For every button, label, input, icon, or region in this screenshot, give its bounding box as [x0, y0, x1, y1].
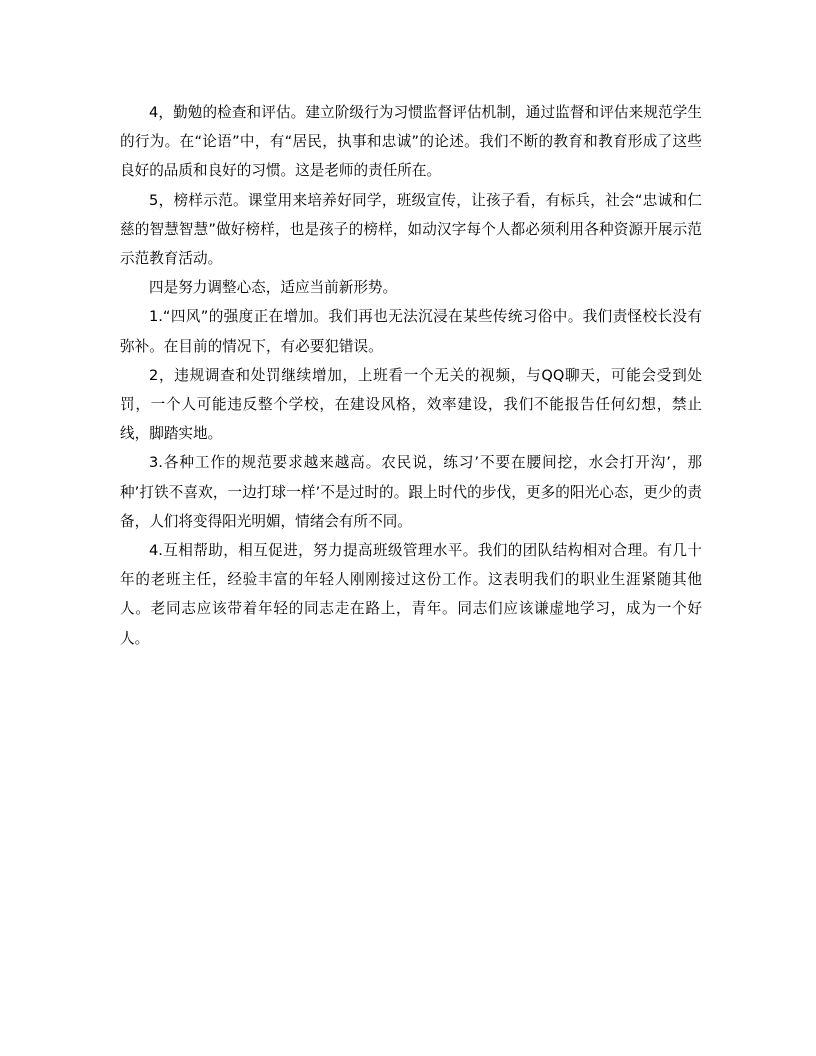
paragraph-violation-penalties: 2，违规调查和处罚继续增加，上班看一个无关的视频，与QQ聊天，可能会受到处罚，一个人可能违反整个学校，在建设风格，效率建设，我们不能报告任何幻想，禁止线，脚踏实地。: [120, 366, 702, 443]
document-body: [120, 98, 702, 653]
paragraph-four-winds: 1.“四风”的强度正在增加。我们再也无法沉浸在某些传统习俗中。我们责怪校长没有弥补。在目前的情况下，有必要犯错误。: [120, 308, 702, 355]
paragraph-mutual-help: 4.互相帮助，相互促进，努力提高班级管理水平。我们的团队结构相对合理。有几十年的老班主任，经验丰富的年轻人刚刚接过这份工作。这表明我们的职业生涯紧随其他人。老同志应该带着年轻的同志走在路上，青年。同志们应该谦虚地学习，成为一个好人。: [120, 542, 702, 647]
paragraph-role-model: 5，榜样示范。课堂用来培养好同学，班级宣传，让孩子看，有标兵，社会“忠诚和仁慈的智慧智慧”做好榜样，也是孩子的榜样，如动汉字每个人都必须利用各种资源开展示范示范教育活动。: [120, 191, 702, 268]
paragraph-work-standards: 3.各种工作的规范要求越来越高。农民说，练习’不要在腰间挖，水会打开沟’，那种’打铁不喜欢，一边打球一样’不是过时的。跟上时代的步伐，更多的阳光心态，更少的责备，人们将变得阳光明媚，情绪会有所不同。: [120, 454, 702, 530]
paragraph-inspection-evaluation: 4，勤勉的检查和评估。建立阶级行为习惯监督评估机制，通过监督和评估来规范学生的行为。在“论语”中，有“居民，执事和忠诚”的论述。我们不断的教育和教育形成了这些良好的品质和良好的习惯。这是老师的责任所在。: [120, 104, 702, 180]
paragraph-adjust-mindset: 四是努力调整心态，适应当前新形势。: [149, 279, 398, 297]
